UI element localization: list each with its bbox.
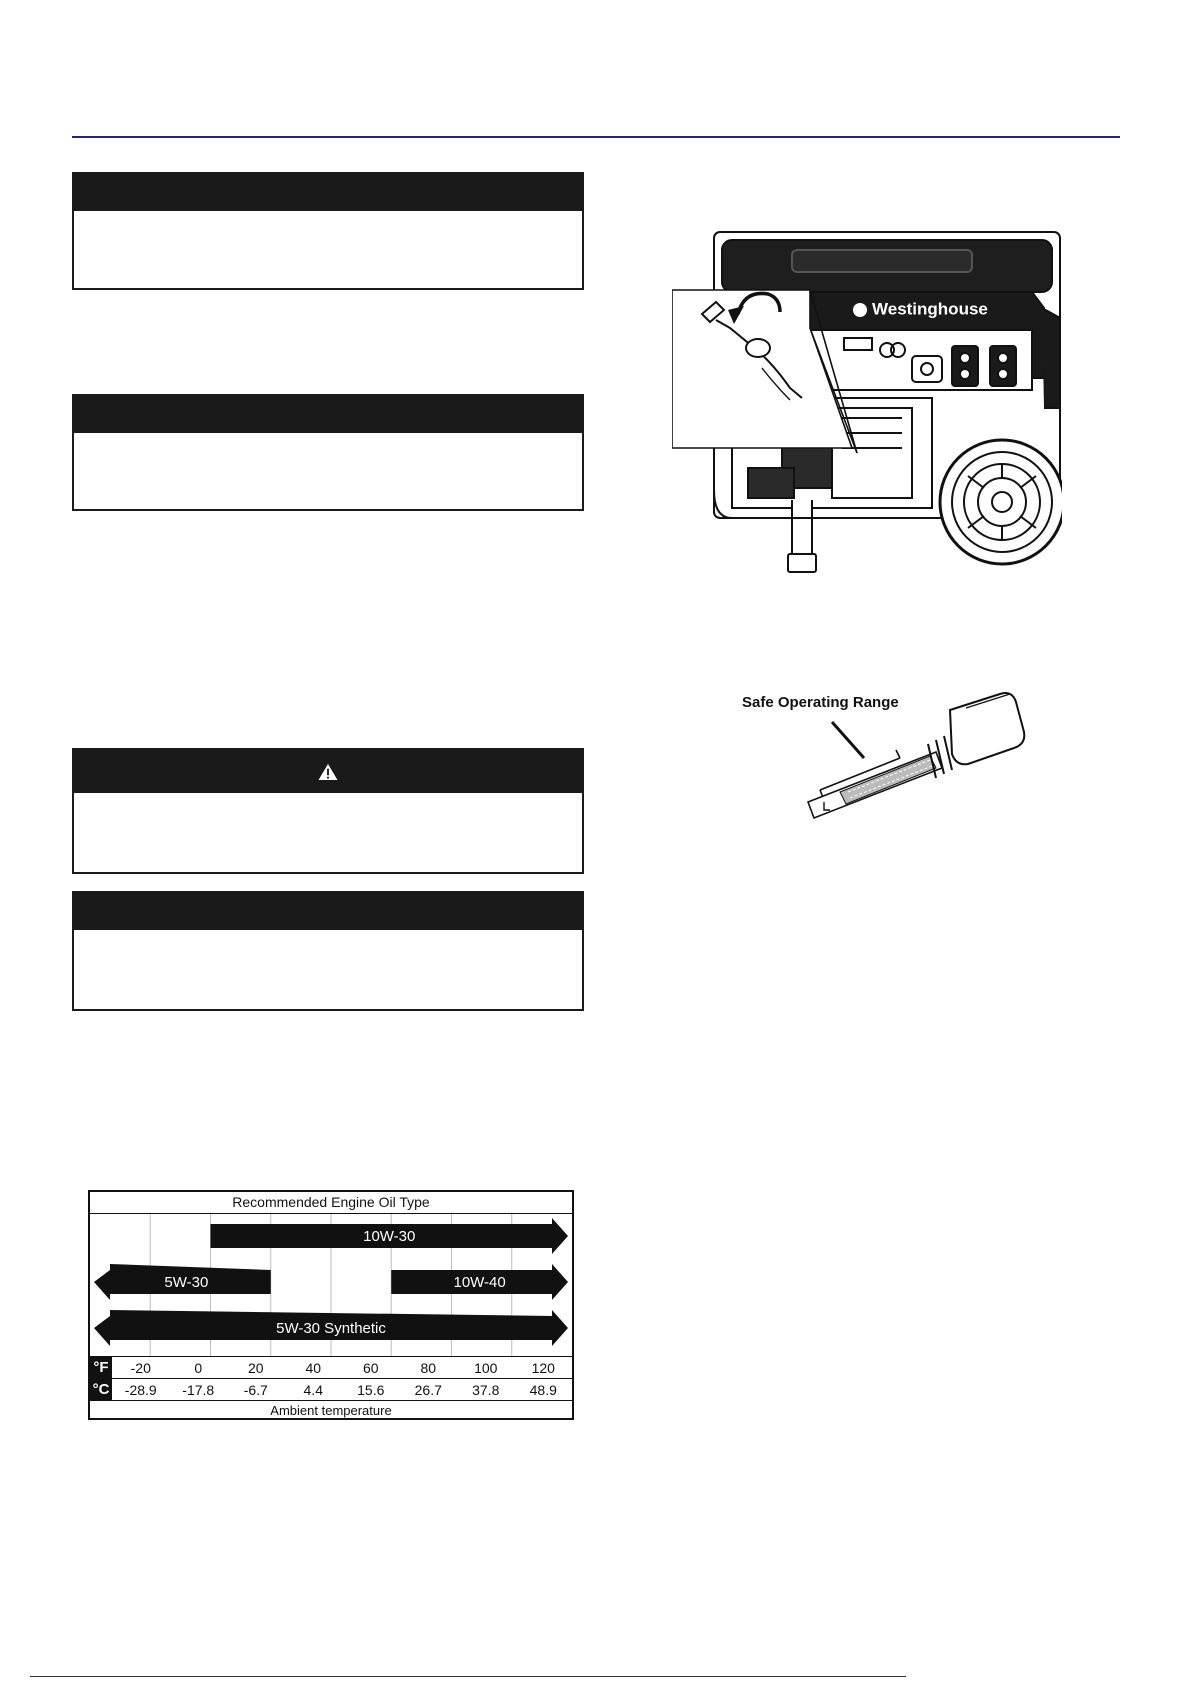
oil-type-chart — [88, 1190, 574, 1420]
safe-operating-range-label: Safe Operating Range — [742, 694, 899, 711]
tick-label-f: 60 — [362, 1359, 379, 1376]
warning-header — [74, 750, 582, 793]
tick-label-c: 15.6 — [357, 1381, 385, 1398]
fahrenheit-row — [90, 1356, 572, 1378]
oil-range-label: 5W-30 — [164, 1273, 209, 1291]
notice-box-4 — [72, 891, 584, 1011]
header-rule — [72, 136, 1120, 138]
notice-header-1 — [74, 174, 582, 211]
tick-label-f: 80 — [420, 1359, 437, 1376]
oil-range-label: 10W-40 — [453, 1273, 506, 1291]
warning-triangle-icon — [317, 763, 339, 781]
notice-box-1 — [72, 172, 584, 290]
fahrenheit-unit: °F — [90, 1357, 112, 1378]
oil-range-label: 5W-30 Synthetic — [276, 1319, 386, 1337]
chart-title: Recommended Engine Oil Type — [90, 1192, 572, 1214]
tick-label-f: 40 — [305, 1359, 322, 1376]
notice-header-4 — [74, 893, 582, 930]
notice-header-2 — [74, 396, 582, 433]
warning-box — [72, 748, 584, 874]
tick-label-f: 120 — [531, 1359, 555, 1376]
tick-label-f: 100 — [474, 1359, 498, 1376]
tick-label-f: 20 — [247, 1359, 264, 1376]
tick-label-c: -6.7 — [243, 1381, 268, 1398]
tick-label-c: 26.7 — [414, 1381, 442, 1398]
x-axis-label: Ambient temperature — [90, 1400, 572, 1420]
tick-label-f: -20 — [130, 1359, 151, 1376]
footer-rule — [30, 1676, 906, 1677]
generator-illustration — [672, 228, 1062, 578]
tick-label-f: 0 — [194, 1359, 203, 1376]
celsius-row — [90, 1378, 572, 1400]
oil-range-label: 10W-30 — [363, 1227, 416, 1245]
oil-range-arrows — [90, 1214, 572, 1356]
tick-label-c: -28.9 — [124, 1381, 157, 1398]
notice-box-2 — [72, 394, 584, 511]
generator-brand-text: Westinghouse — [872, 299, 988, 319]
tick-label-c: 4.4 — [303, 1381, 323, 1398]
dipstick-illustration — [740, 680, 1026, 820]
celsius-unit: °C — [90, 1379, 112, 1400]
tick-label-c: -17.8 — [182, 1381, 215, 1398]
tick-label-c: 48.9 — [529, 1381, 557, 1398]
tick-label-c: 37.8 — [472, 1381, 500, 1398]
